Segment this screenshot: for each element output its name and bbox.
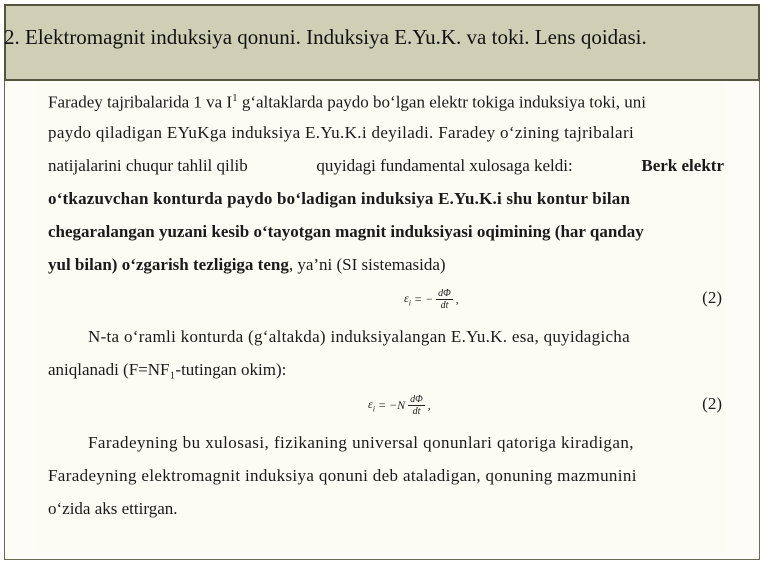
formula1-row <box>36 282 724 322</box>
para2-line1: N-ta o‘ramli konturda (g‘altakda) induksiyalangan E.Yu.K. esa, quyidagicha <box>88 327 630 346</box>
para1-line3 <box>48 155 724 176</box>
formula1-lhs: ε <box>404 291 409 306</box>
formula2-lhs-sub: i <box>372 404 375 414</box>
slide-title: 2. Elektromagnit induksiya qonuni. Induksiya E.Yu.K. va toki. Lens qoidasi. <box>4 25 647 49</box>
para1-line1 <box>48 88 724 113</box>
formula2-number: (2) <box>702 394 722 413</box>
para1-line3-text-a: natijalarini chuqur tahlil qilib <box>48 156 248 175</box>
document-page <box>36 82 726 552</box>
formula1-denominator: dt <box>440 300 449 311</box>
formula1-fraction <box>436 288 453 311</box>
formula2-lhs: ε <box>368 397 373 412</box>
formula2-equals: = −N <box>377 398 406 412</box>
formula2-comma: , <box>427 398 431 412</box>
para1-line1-text-a: Faradey tajribalarida 1 va I <box>48 92 233 112</box>
para1-line6 <box>48 254 724 275</box>
para1-line3-text-b: quyidagi fundamental xulosaga keldi: <box>316 156 573 175</box>
formula1 <box>404 288 459 311</box>
para1-line1-superscript: 1 <box>232 92 238 104</box>
formula1-equals: = − <box>413 292 434 306</box>
para1-line4: o‘tkazuvchan konturda paydo bo‘ladigan induksiya E.Yu.K.i shu kontur bilan <box>48 189 631 208</box>
formula2-denominator: dt <box>412 406 421 417</box>
formula1-number: (2) <box>702 288 722 307</box>
para1-line3-bold: Berk elektr <box>641 156 724 175</box>
formula2-row <box>36 388 724 428</box>
formula2 <box>368 394 431 417</box>
para1-line1-text-b: g‘altaklarda paydo bo‘lgan elektr tokiga induksiya toki, uni <box>237 92 646 112</box>
para1-line6-bold: yul bilan) o‘zgarish tezligiga teng <box>48 255 289 274</box>
para1-line2: paydo qiladigan EYuKga induksiya E.Yu.K.i deyiladi. Faradey o‘zining tajribalari <box>48 123 635 142</box>
formula2-numerator: dΦ <box>410 394 423 405</box>
para1-line5: chegaralangan yuzani kesib o‘tayotgan magnit induksiyasi oqimining (har qanday <box>48 222 644 241</box>
para2-line2: aniqlanadi (F=NF₁-tutingan okim): <box>48 360 287 379</box>
formula1-comma: , <box>455 292 459 306</box>
para3-line3: o‘zida aks ettirgan. <box>48 499 178 518</box>
formula1-lhs-sub: i <box>408 298 411 308</box>
para1-line6-rest: , ya’ni (SI sistemasida) <box>288 255 446 274</box>
para3-line1: Faradeyning bu xulosasi, fizikaning universal qonunlari qatoriga kiradigan, <box>88 433 634 452</box>
formula1-numerator: dΦ <box>438 288 451 299</box>
para3-line2: Faradeyning elektromagnit induksiya qonuni deb ataladigan, qonuning mazmunini <box>48 466 637 485</box>
formula2-fraction <box>408 394 425 417</box>
